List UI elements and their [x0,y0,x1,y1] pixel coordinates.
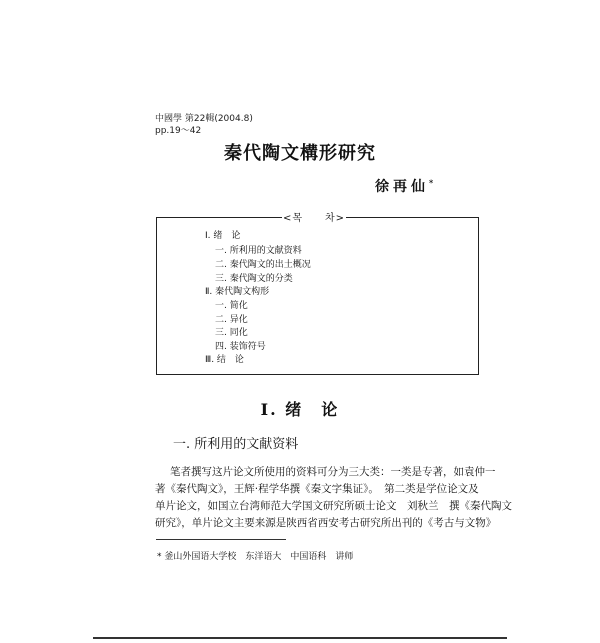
toc-top-rule-left [156,217,282,218]
toc-top-rule-right [346,217,479,218]
author-footnote-mark: * [429,177,434,188]
paper-title: 秦代陶文構形研究 [224,143,376,164]
journal-issue: 中國學 第22輯(2004.8) [155,114,253,124]
toc-item-2-4: 四. 装饰符号 [215,342,266,352]
page-bottom-edge [93,637,507,639]
toc-item-2-1: 一. 简化 [215,301,248,311]
toc-heading: <목 차> [282,213,346,224]
body-line-3: 单片论文，如国立台湾师范大学国文研究所硕士论文 刘秋兰 撰《秦代陶文 [155,500,512,512]
toc-item-2: Ⅱ. 秦代陶文构形 [205,287,270,297]
journal-pages: pp.19～42 [155,126,202,136]
subsection-heading: 一. 所利用的文献资料 [173,437,299,452]
toc-item-2-3: 三. 同化 [215,328,248,338]
body-line-4: 研究》，单片论文主要来源是陕西省西安考古研究所出刊的《考古与文物》 [155,517,497,529]
footnote: * 釜山外国语大学校 东洋语大 中国语科 讲师 [157,552,354,562]
body-line-1: 笔者撰写这片论文所使用的资料可分为三大类：一类是专著，如袁仲一 [170,466,496,478]
section-heading: Ⅰ. 绪 论 [260,400,340,419]
toc-item-1-1: 一. 所利用的文献资料 [215,246,302,256]
author-name [375,176,433,196]
author-text: 徐再仙 [375,179,429,195]
body-line-2: 著《秦代陶文》，王辉·程学华撰《秦文字集证》。 第二类是学位论文及 [155,483,479,495]
toc-item-1-3: 三. 秦代陶文的分类 [215,274,293,284]
toc-item-1: Ⅰ. 绪 论 [205,231,241,241]
toc-item-2-2: 二. 异化 [215,315,248,325]
toc-item-1-2: 二. 秦代陶文的出土概况 [215,260,311,270]
toc-item-3: Ⅲ. 结 论 [205,355,244,365]
footnote-rule [156,539,286,540]
